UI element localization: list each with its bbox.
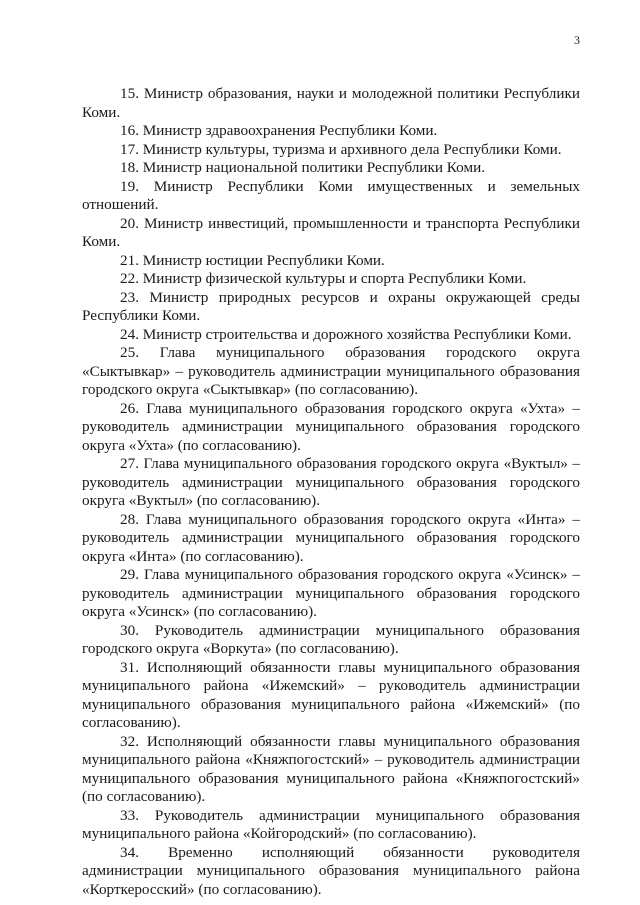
list-item: 16. Министр здравоохранения Республики Коми.	[120, 122, 438, 139]
page-number: 3	[574, 33, 580, 47]
list-item: 22. Министр физической культуры и спорта Республики Коми.	[120, 270, 527, 287]
list-item: 32. Исполняющий обязанности главы муниципального образования муниципального района «Княжпогостский» – руководитель администрации муниципального образования муниципального района «Княжпогостский» (по согласованию).	[82, 732, 580, 805]
list-item: 26. Глава муниципального образования городского округа «Ухта» – руководитель администрации муниципального образования городского округа «Ухта» (по согласованию).	[82, 399, 580, 454]
list-item: 19. Министр Республики Коми имущественных и земельных отношений.	[82, 177, 580, 213]
list-item: 29. Глава муниципального образования городского округа «Усинск» – руководитель администрации муниципального образования городского округа «Усинск» (по согласованию).	[82, 566, 580, 620]
list-body	[82, 85, 580, 899]
list-item: 25. Глава муниципального образования городского округа «Сыктывкар» – руководитель администрации муниципального образования городского округа «Сыктывкар» (по согласованию).	[82, 344, 580, 398]
list-item: 30. Руководитель администрации муниципального образования городского округа «Воркута» (по согласованию).	[82, 621, 580, 657]
list-item: 18. Министр национальной политики Республики Коми.	[120, 159, 485, 176]
list-item: 15. Министр образования, науки и молодежной политики Республики Коми.	[82, 85, 580, 121]
list-item: 28. Глава муниципального образования городского округа «Инта» – руководитель администрации муниципального образования городского округа «Инта» (по согласованию).	[82, 510, 580, 565]
list-item: 21. Министр юстиции Республики Коми.	[120, 251, 385, 269]
list-item: 34. Временно исполняющий обязанности руководителя администрации муниципального образования муниципального района «Корткеросский» (по согласованию).	[82, 843, 580, 898]
list-item: 33. Руководитель администрации муниципального образования муниципального района «Койгородский» (по согласованию).	[82, 806, 580, 842]
list-item: 31. Исполняющий обязанности главы муниципального образования муниципального района «Ижемский» – руководитель администрации муниципального образования муниципального района «Ижемский» (по согласованию).	[82, 658, 580, 731]
list-item: 24. Министр строительства и дорожного хозяйства Республики Коми.	[120, 325, 572, 343]
list-item: 20. Министр инвестиций, промышленности и транспорта Республики Коми.	[82, 214, 580, 250]
list-item: 23. Министр природных ресурсов и охраны окружающей среды Республики Коми.	[82, 288, 580, 324]
list-item: 17. Министр культуры, туризма и архивного дела Республики Коми.	[120, 140, 562, 158]
list-item: 27. Глава муниципального образования городского округа «Вуктыл» – руководитель администрации муниципального образования городского округа «Вуктыл» (по согласованию).	[82, 455, 580, 509]
